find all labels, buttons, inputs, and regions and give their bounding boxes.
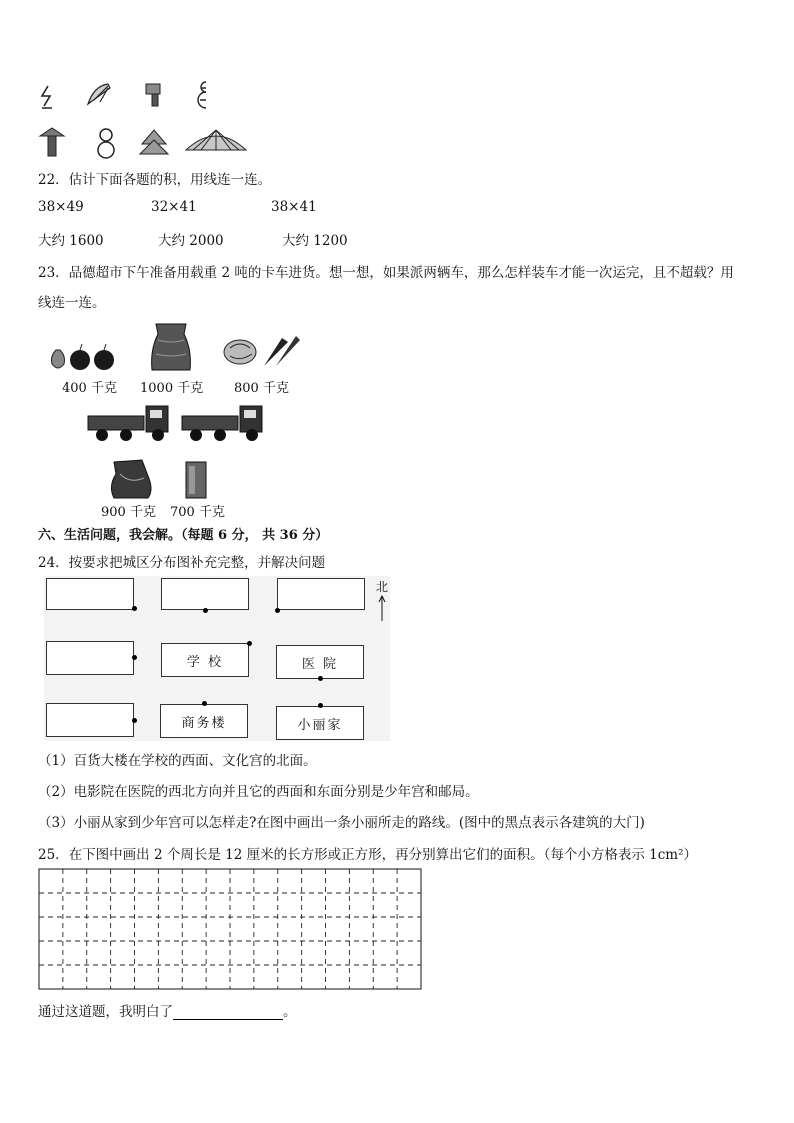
gate-dot: [318, 703, 323, 708]
map-empty-box-r1c1[interactable]: [46, 578, 134, 610]
rice-bag-icon: [108, 456, 154, 500]
goods-weight-rice: 900 千克: [101, 505, 156, 520]
gate-dot: [202, 701, 207, 706]
gate-dot: [203, 608, 208, 613]
map-box-hospital: 医 院: [276, 645, 364, 679]
q25-conclusion: [38, 1000, 297, 1020]
map-box-school: 学 校: [161, 643, 249, 677]
gate-dot: [247, 641, 252, 646]
q22-expression-3: 38×41: [271, 199, 317, 215]
goods-weight-vegetables: 800 千克: [234, 381, 289, 396]
q22-answer-1: 大约 1600: [38, 233, 104, 249]
map-empty-box-r1c3[interactable]: [277, 578, 365, 610]
gate-dot: [318, 676, 323, 681]
north-label: 北: [376, 580, 389, 594]
goods-weight-oil: 700 千克: [170, 505, 225, 520]
square-grid[interactable]: [38, 868, 422, 990]
q22-prompt: 22．估计下面各题的积，用线连一连。: [38, 172, 272, 188]
goods-weight-flour: 1000 千克: [140, 381, 204, 396]
q25-conclusion-suffix: 。: [283, 1004, 297, 1020]
map-empty-box-r3c1[interactable]: [46, 703, 134, 737]
goods-weight-fruit: 400 千克: [62, 381, 117, 396]
section6-title: 六、生活问题，我会解。（每题 6 分， 共 36 分）: [38, 528, 329, 543]
truck-2-icon[interactable]: [180, 402, 268, 444]
map-box-xiaoli-home: 小丽家: [276, 706, 364, 740]
map-empty-box-r1c2[interactable]: [161, 578, 249, 610]
map-empty-box-r2c1[interactable]: [46, 641, 134, 675]
lightning-half-icon: [42, 86, 52, 108]
q24-sub3: （3）小丽从家到少年宫可以怎样走?在图中画出一条小丽所走的路线。(图中的黑点表示各建筑的大门): [38, 815, 645, 831]
q24-sub1: （1）百货大楼在学校的西面、文化宫的北面。: [38, 753, 317, 769]
snowman-icon: [98, 129, 114, 158]
gate-dot: [132, 718, 137, 723]
q22-answer-3: 大约 1200: [282, 233, 348, 249]
vegetables-icon: [220, 332, 304, 370]
map-box-commerce: 商务楼: [160, 704, 248, 738]
q24-sub2: （2）电影院在医院的西北方向并且它的西面和东面分别是少年宫和邮局。: [38, 784, 479, 800]
flour-bag-icon: [148, 320, 194, 372]
q21-top-shapes: [36, 78, 216, 114]
snowman-half-icon: [198, 82, 206, 108]
q23-prompt-line1: 23．品德超市下午准备用载重 2 吨的卡车进货。想一想，如果派两辆车，那么怎样装车才能一次运完，且不超载？用: [38, 265, 734, 281]
q24-prompt: 24．按要求把城区分布图补充完整，并解决问题: [38, 555, 326, 571]
gate-dot: [132, 655, 137, 660]
oil-barrel-icon: [184, 460, 208, 500]
q23-prompt-line2: 线连一连。: [38, 295, 106, 311]
q25-conclusion-prefix: 通过这道题，我明白了: [38, 1004, 173, 1020]
gate-dot: [132, 606, 137, 611]
mushroom-half-icon: [146, 84, 160, 106]
fruit-icon: [46, 340, 118, 372]
truck-1-icon[interactable]: [86, 402, 174, 444]
q22-answer-2: 大约 2000: [158, 233, 224, 249]
gate-dot: [275, 608, 280, 613]
umbrella-icon: [186, 130, 246, 150]
north-arrow-icon: [377, 595, 387, 623]
answer-blank[interactable]: [173, 1007, 283, 1020]
q22-expression-1: 38×49: [38, 199, 84, 215]
q21-bottom-shapes: [36, 126, 256, 160]
umbrella-half-icon: [88, 84, 110, 104]
q22-expression-2: 32×41: [151, 199, 197, 215]
tree-icon: [140, 130, 168, 154]
mushroom-icon: [40, 128, 64, 156]
q25-prompt: 25．在下图中画出 2 个周长是 12 厘米的长方形或正方形，再分别算出它们的面积。（每个小方格表示 1cm²）: [38, 847, 698, 863]
